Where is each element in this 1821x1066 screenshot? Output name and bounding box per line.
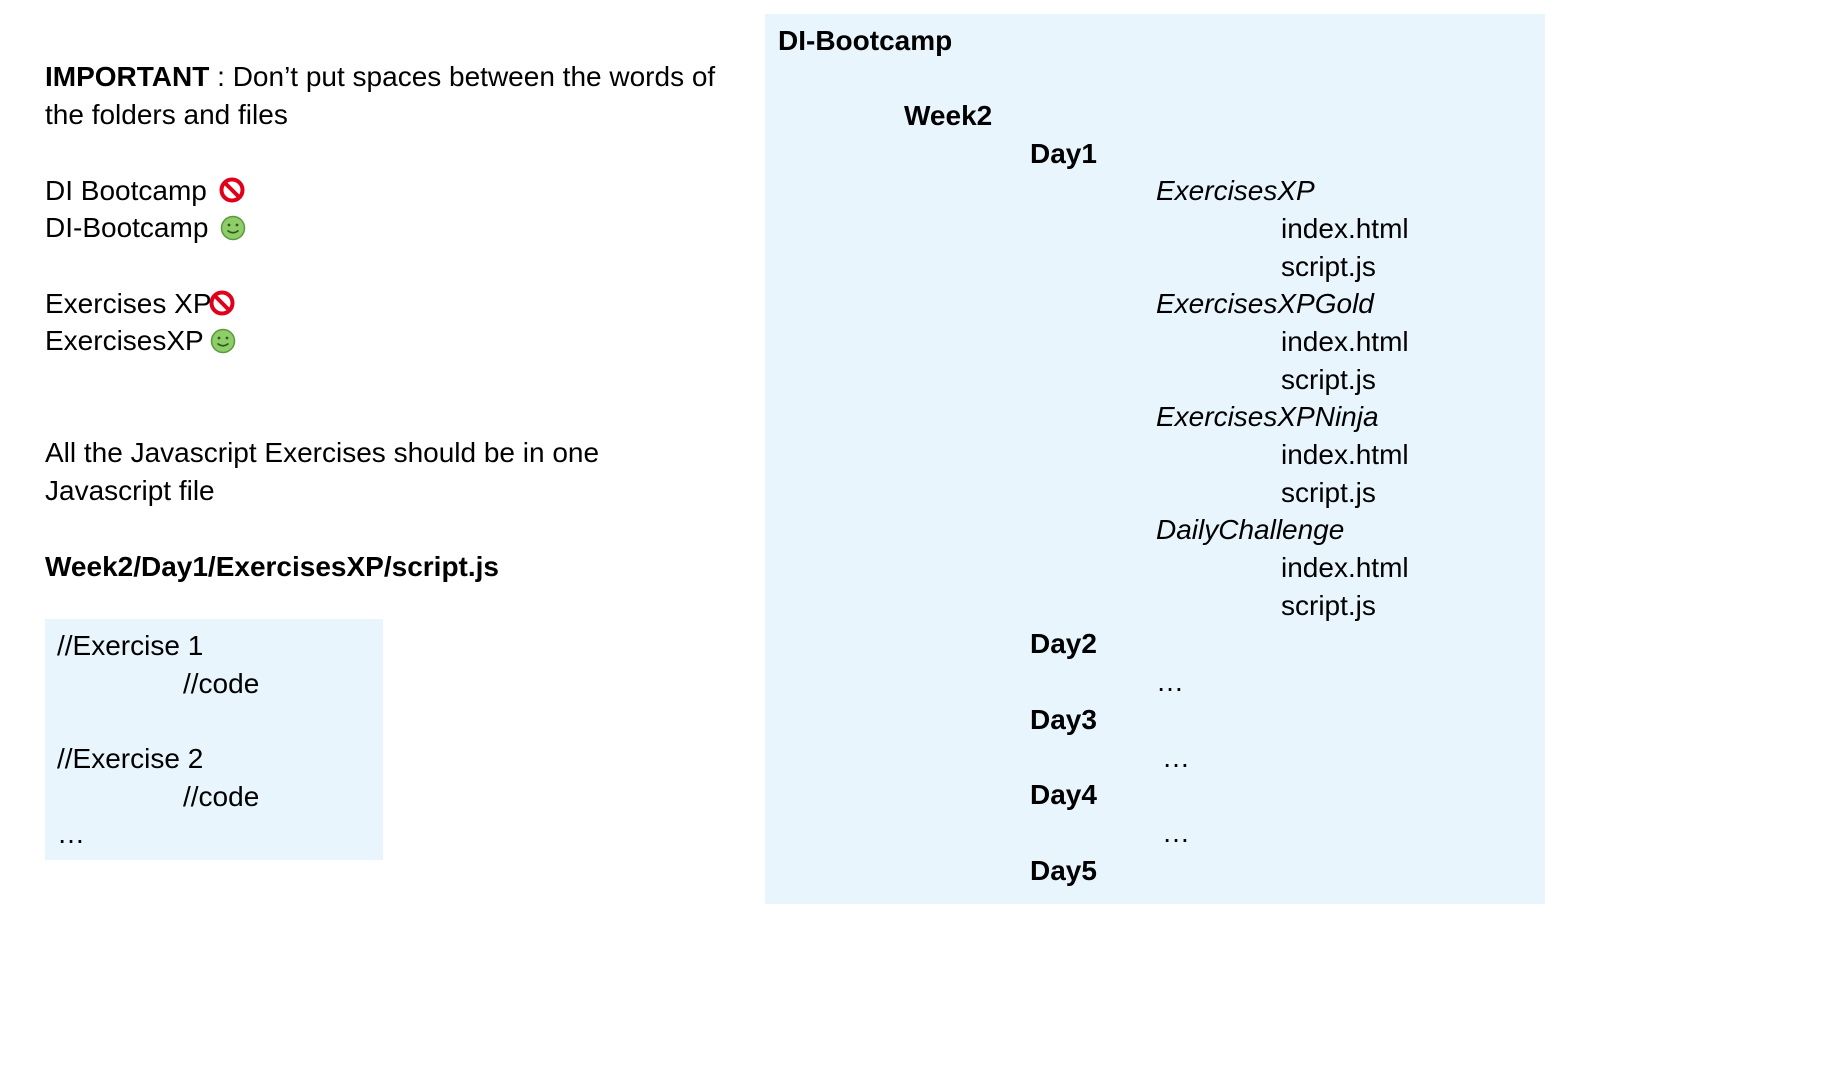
important-label: IMPORTANT [45, 61, 210, 92]
good-example-2: ExercisesXP [45, 325, 204, 356]
tree-file-script: script.js [1281, 477, 1376, 508]
tree-day4-folder: Day4 [1030, 779, 1097, 810]
tree-ellipsis: … [1162, 817, 1190, 848]
tree-file-index: index.html [1281, 439, 1409, 470]
important-text: : Don’t put spaces between the words of [209, 61, 716, 92]
bad-example-2: Exercises XP [45, 288, 212, 319]
tree-folder-exercisesxpgold: ExercisesXPGold [1156, 288, 1374, 319]
important-note-line-2: the folders and files [45, 99, 288, 130]
tree-folder-dailychallenge: DailyChallenge [1156, 514, 1345, 545]
prohibited-icon [219, 177, 245, 203]
tree-folder-exercisesxpninja: ExercisesXPNinja [1156, 401, 1379, 432]
tree-file-script: script.js [1281, 364, 1376, 395]
tree-file-index: index.html [1281, 552, 1409, 583]
tree-week-folder: Week2 [904, 100, 993, 131]
smiley-face-icon [210, 328, 236, 354]
tree-day2-folder: Day2 [1030, 628, 1097, 659]
tree-day3-folder: Day3 [1030, 704, 1097, 735]
code-line-code-2: //code [183, 781, 260, 812]
code-line-exercise-1: //Exercise 1 [57, 630, 204, 661]
smiley-face-icon [220, 215, 246, 241]
tree-file-script: script.js [1281, 590, 1376, 621]
bad-example-1: DI Bootcamp [45, 175, 207, 206]
js-note-line-2: Javascript file [45, 475, 215, 506]
code-line-ellipsis: … [57, 818, 85, 849]
tree-folder-exercisesxp: ExercisesXP [1156, 175, 1315, 206]
code-line-code-1: //code [183, 668, 260, 699]
example-path: Week2/Day1/ExercisesXP/script.js [45, 551, 500, 582]
tree-day1-folder: Day1 [1030, 138, 1097, 169]
tree-ellipsis: … [1162, 742, 1190, 773]
tree-day5-folder: Day5 [1030, 855, 1097, 886]
tree-file-script: script.js [1281, 251, 1376, 282]
prohibited-icon [209, 290, 235, 316]
code-example-box [45, 619, 383, 860]
code-line-exercise-2: //Exercise 2 [57, 743, 204, 774]
tree-ellipsis: … [1156, 666, 1184, 697]
tree-file-index: index.html [1281, 213, 1409, 244]
tree-file-index: index.html [1281, 326, 1409, 357]
js-note-line-1: All the Javascript Exercises should be in one [45, 437, 600, 468]
good-example-1: DI-Bootcamp [45, 212, 209, 243]
folder-tree-panel [765, 14, 1545, 904]
tree-root-folder: DI-Bootcamp [778, 25, 953, 56]
important-note-line-1 [45, 63, 715, 91]
